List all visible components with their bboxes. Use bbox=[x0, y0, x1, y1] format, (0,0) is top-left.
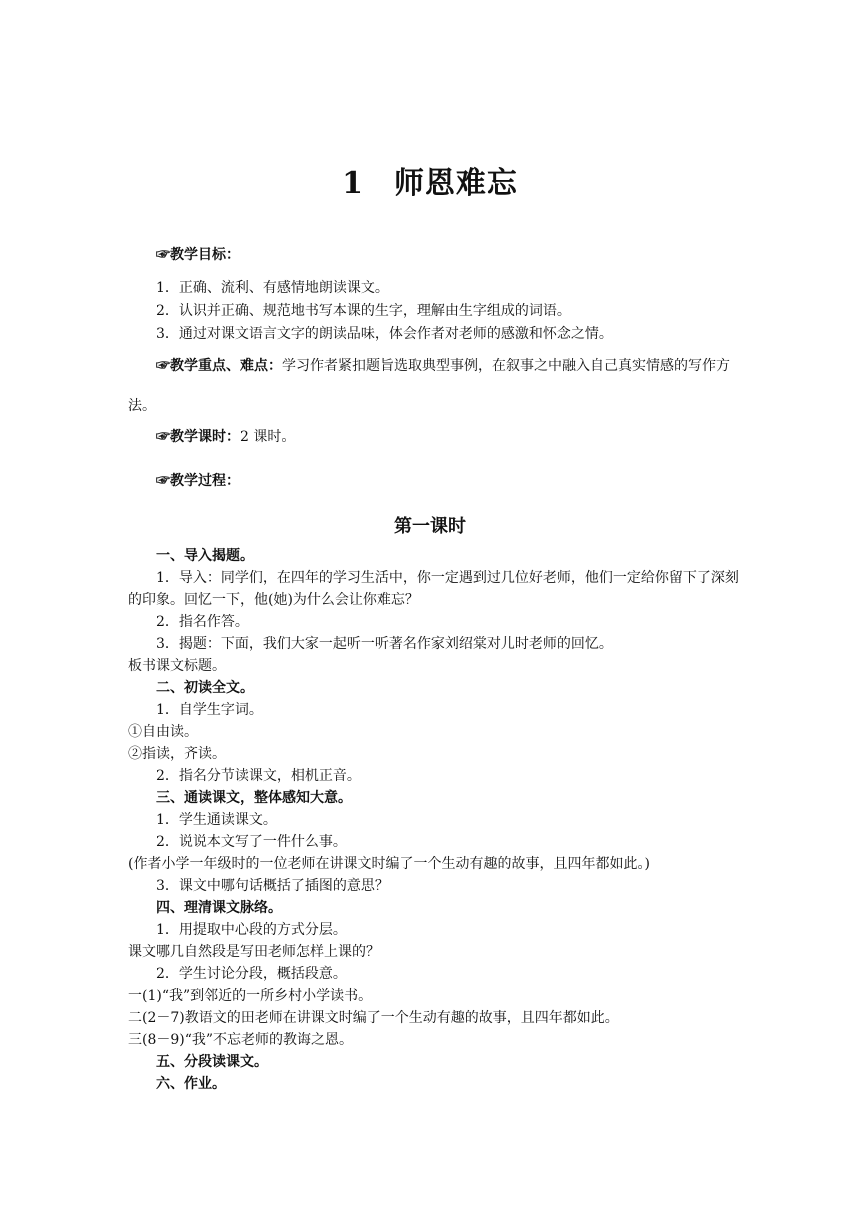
key-points-text: 学习作者紧扣题旨选取典型事例，在叙事之中融入自己真实情感的写作方法。 bbox=[128, 358, 730, 414]
process-heading: ☞教学过程： bbox=[156, 473, 240, 489]
lesson-row: 三、通读课文，整体感知大意。 bbox=[156, 790, 352, 806]
title-text: 师恩难忘 bbox=[393, 166, 518, 201]
lesson-row: ①自由读。 bbox=[128, 724, 198, 740]
lesson-row: 二(2－7)教语文的田老师在讲课文时编了一个生动有趣的故事，且四年都如此。 bbox=[128, 1010, 619, 1026]
lesson-row: 2．指名分节读课文，相机正音。 bbox=[156, 768, 361, 784]
periods-paragraph bbox=[156, 426, 295, 446]
lesson-body bbox=[128, 545, 740, 1095]
lesson-row: 二、初读全文。 bbox=[156, 680, 254, 696]
lesson-row: 一(1)“我”到邻近的一所乡村小学读书。 bbox=[128, 988, 373, 1004]
lesson-row: 1．自学生字词。 bbox=[156, 702, 263, 718]
objective-item: 3．通过对课文语言文字的朗读品味，体会作者对老师的感激和怀念之情。 bbox=[156, 326, 613, 342]
lesson-row: 2．学生讨论分段，概括段意。 bbox=[156, 966, 347, 982]
lesson-row: 2．说说本文写了一件什么事。 bbox=[156, 834, 347, 850]
lesson-row: ②指读，齐读。 bbox=[128, 746, 226, 762]
lesson-row: 1．学生通读课文。 bbox=[156, 812, 277, 828]
lesson-title: 第一课时 bbox=[394, 516, 466, 537]
lesson-row: 三(8－9)“我”不忘老师的教诲之恩。 bbox=[128, 1032, 354, 1048]
objectives-heading: ☞教学目标： bbox=[156, 247, 240, 263]
periods-text: 2 课时。 bbox=[240, 429, 296, 445]
objective-item: 1．正确、流利、有感情地朗读课文。 bbox=[156, 280, 389, 296]
lesson-row: 2．指名作答。 bbox=[156, 614, 249, 630]
page-title bbox=[0, 158, 860, 202]
lesson-row: 一、导入揭题。 bbox=[156, 548, 254, 564]
lesson-row: 六、作业。 bbox=[156, 1076, 226, 1092]
lesson-row: 3．揭题：下面，我们大家一起听一听著名作家刘绍棠对儿时老师的回忆。 bbox=[156, 636, 613, 652]
lesson-row: 1．导入：同学们，在四年的学习生活中，你一定遇到过几位好老师，他们一定给你留下了深刻的印象。回忆一下，他(她)为什么会让你难忘？ bbox=[128, 570, 739, 608]
lesson-row: 课文哪几自然段是写田老师怎样上课的？ bbox=[128, 944, 380, 960]
key-points-paragraph bbox=[128, 346, 738, 426]
lesson-row: 五、分段读课文。 bbox=[156, 1054, 268, 1070]
lesson-row: 1．用提取中心段的方式分层。 bbox=[156, 922, 347, 938]
objective-item: 2．认识并正确、规范地书写本课的生字，理解由生字组成的词语。 bbox=[156, 303, 571, 319]
lesson-row: (作者小学一年级时的一位老师在讲课文时编了一个生动有趣的故事，且四年都如此。) bbox=[128, 856, 650, 872]
lesson-row: 3．课文中哪句话概括了插图的意思？ bbox=[156, 878, 389, 894]
periods-heading: ☞教学课时： bbox=[156, 429, 240, 445]
lesson-row: 四、理清课文脉络。 bbox=[156, 900, 282, 916]
lesson-row: 板书课文标题。 bbox=[128, 658, 226, 674]
title-number: 1 bbox=[342, 166, 364, 201]
key-points-heading: ☞教学重点、难点： bbox=[156, 358, 282, 374]
